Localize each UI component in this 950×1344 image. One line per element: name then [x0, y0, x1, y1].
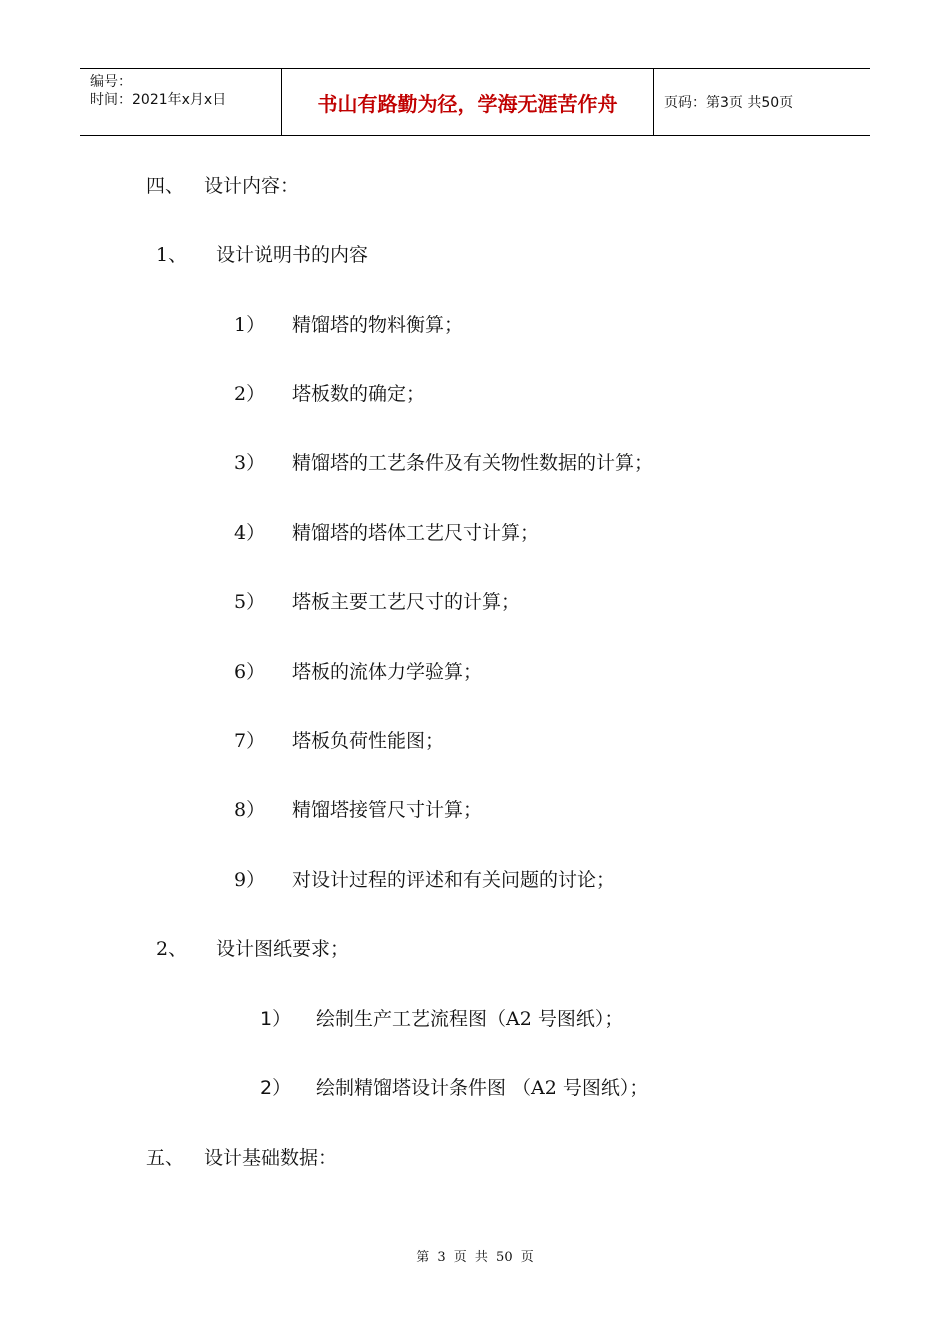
section-heading — [146, 1146, 337, 1170]
list-item-text: 绘制生产工艺流程图（A2 号图纸）； — [316, 1008, 624, 1030]
list-item-number: 1） — [260, 1008, 292, 1030]
list-item-number: 8） — [234, 799, 266, 821]
document-date: 时间：2021年x月x日 — [90, 92, 227, 108]
list-item-number: 7） — [234, 730, 266, 752]
list-item-text: 绘制精馏塔设计条件图 （A2 号图纸）； — [316, 1077, 649, 1099]
list-item-text: 精馏塔接管尺寸计算； — [292, 799, 483, 821]
section-heading — [146, 174, 299, 198]
section-number: 五、 — [146, 1147, 185, 1169]
list-item-text: 精馏塔的物料衡算； — [292, 314, 464, 336]
list-item — [234, 590, 520, 614]
list-item — [234, 729, 444, 753]
list-item — [234, 451, 653, 475]
list-item-text: 精馏塔的工艺条件及有关物性数据的计算； — [292, 452, 654, 474]
page-footer: 第 3 页 共 50 页 — [416, 1250, 534, 1265]
header-page-info: 页码：第3页 共50页 — [664, 95, 794, 111]
list-item — [234, 798, 482, 822]
list-item — [234, 382, 425, 406]
subsection-text: 设计图纸要求； — [216, 938, 350, 960]
list-item-number: 5） — [234, 591, 266, 613]
section-number: 四、 — [146, 175, 185, 197]
list-item-number: 2） — [234, 383, 266, 405]
document-number-label: 编号： — [90, 74, 132, 90]
list-item — [260, 1076, 648, 1100]
subsection-text: 设计说明书的内容 — [216, 244, 369, 266]
list-item — [234, 660, 482, 684]
list-item-number: 3） — [234, 452, 266, 474]
list-item-number: 1） — [234, 314, 266, 336]
page-header — [80, 68, 870, 136]
list-item-text: 塔板负荷性能图； — [292, 730, 445, 752]
subsection-heading — [156, 243, 368, 267]
list-item-number: 2） — [260, 1077, 292, 1099]
subsection-heading — [156, 937, 349, 961]
list-item-text: 塔板的流体力学验算； — [292, 661, 483, 683]
list-item — [234, 521, 539, 545]
section-text: 设计内容： — [204, 175, 300, 197]
list-item-text: 对设计过程的评述和有关问题的讨论； — [292, 869, 616, 891]
list-item — [260, 1007, 623, 1031]
subsection-number: 2、 — [156, 938, 188, 960]
list-item-number: 4） — [234, 522, 266, 544]
list-item — [234, 313, 463, 337]
list-item-text: 精馏塔的塔体工艺尺寸计算； — [292, 522, 540, 544]
section-text: 设计基础数据： — [204, 1147, 338, 1169]
list-item — [234, 868, 615, 892]
subsection-number: 1、 — [156, 244, 188, 266]
list-item-number: 6） — [234, 661, 266, 683]
header-motto: 书山有路勤为径，学海无涯苦作舟 — [282, 69, 654, 135]
list-item-text: 塔板数的确定； — [292, 383, 426, 405]
header-meta — [80, 69, 282, 135]
list-item-text: 塔板主要工艺尺寸的计算； — [292, 591, 521, 613]
list-item-number: 9） — [234, 869, 266, 891]
